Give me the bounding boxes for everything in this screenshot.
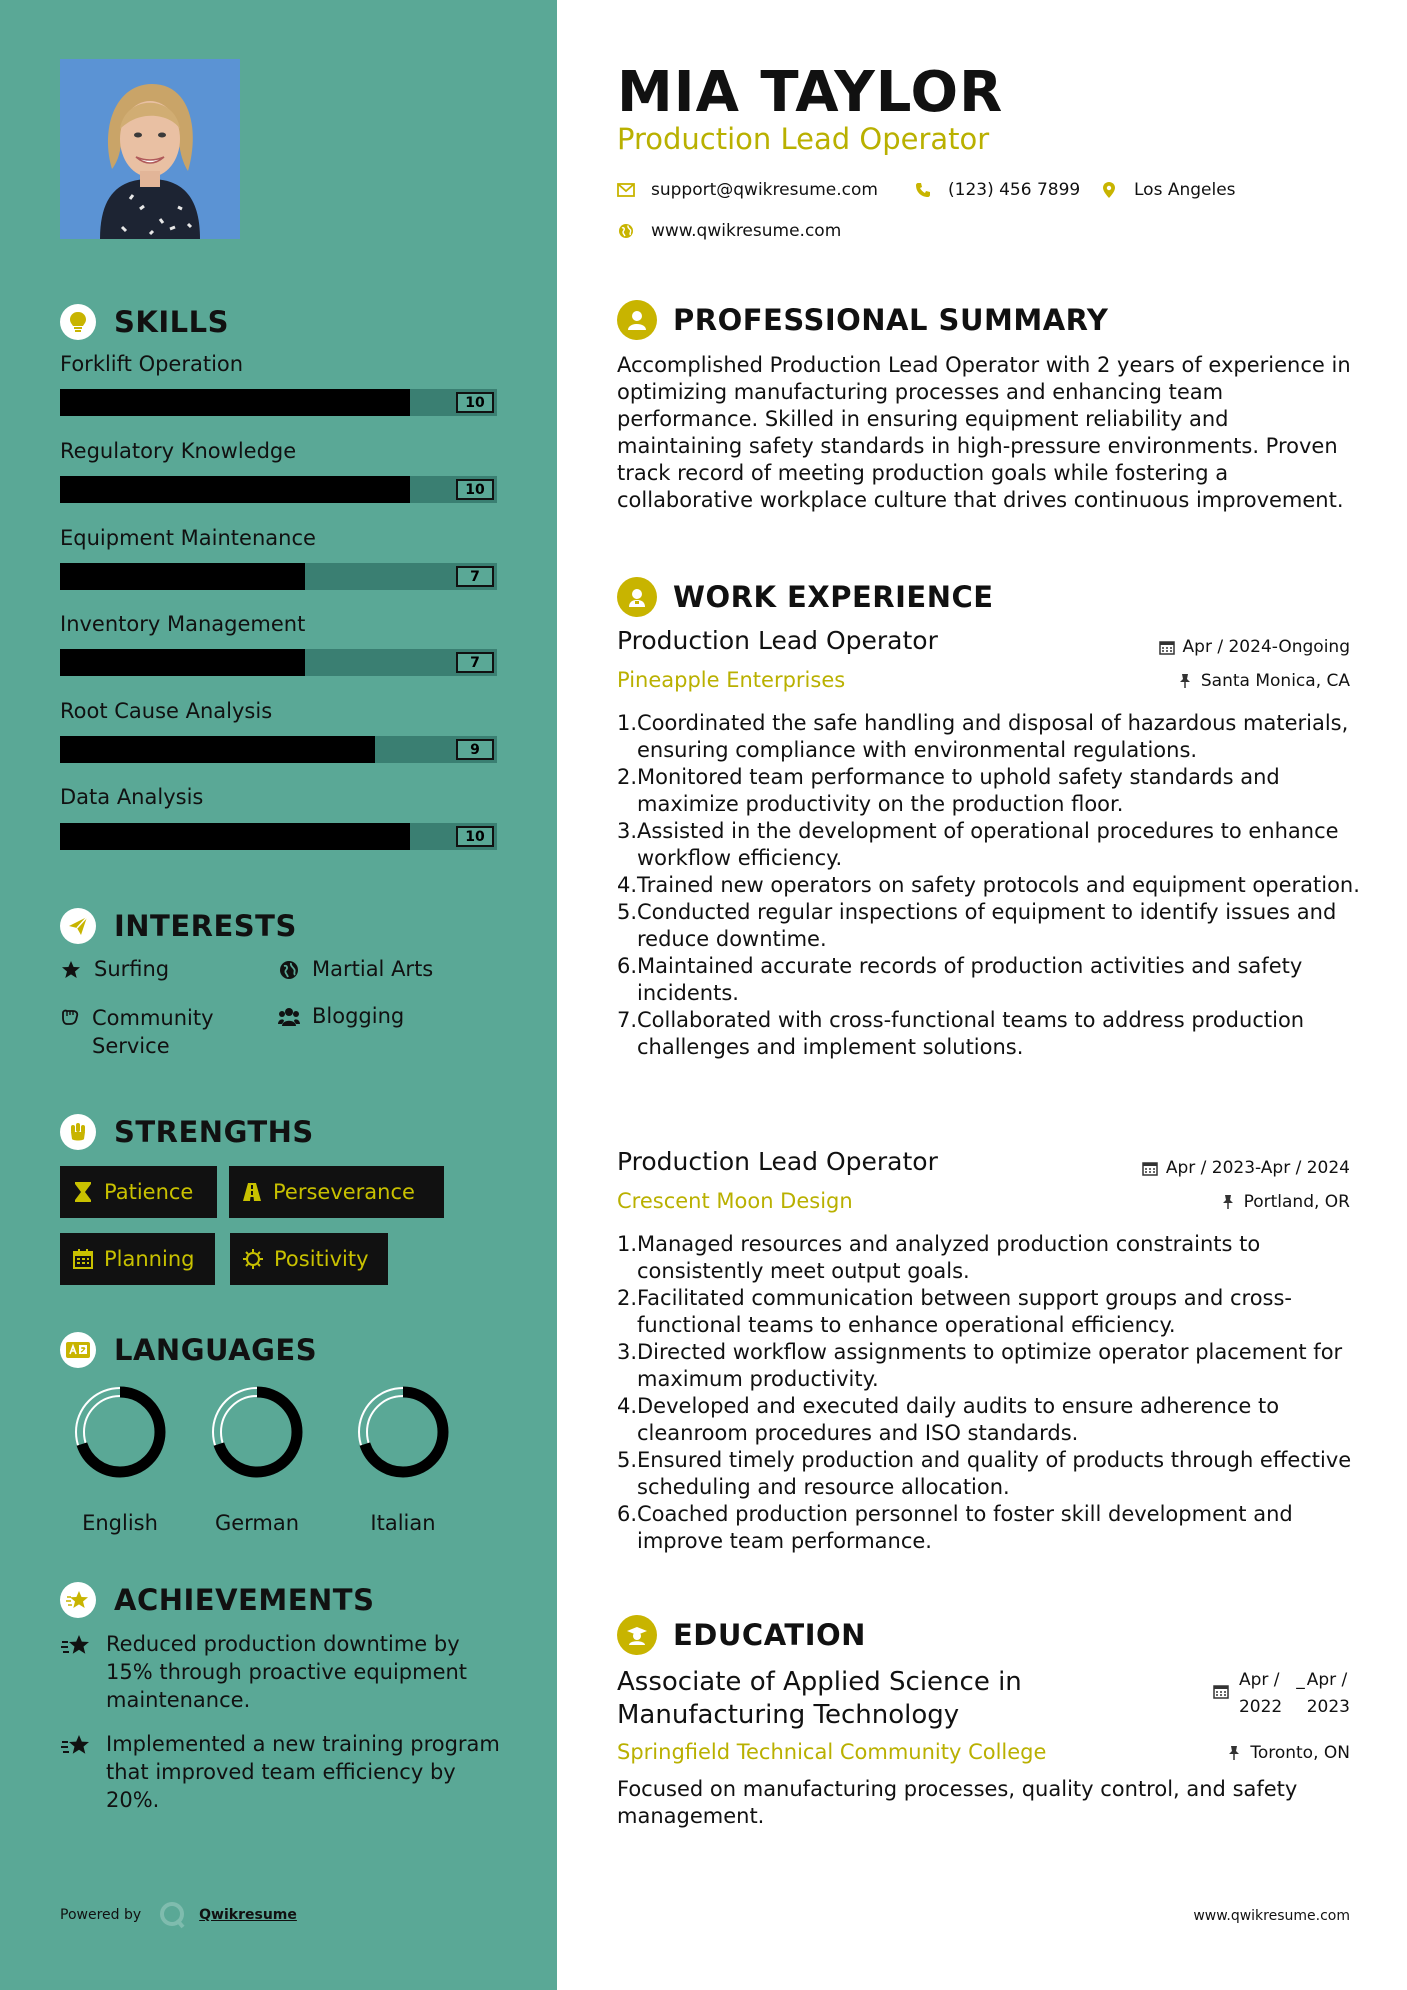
skills-heading <box>60 302 229 342</box>
strength-badge <box>229 1166 444 1218</box>
language-name: English <box>82 1511 158 1535</box>
strength-badge <box>60 1233 215 1285</box>
fist-icon <box>60 1114 96 1150</box>
duty-number: 7. <box>617 1008 638 1032</box>
skill-bar-fill <box>60 476 410 503</box>
duty-text: Trained new operators on safety protocols and equipment operation. <box>637 873 1360 897</box>
education-degree: Associate of Applied Science in Manufacturing Technology <box>617 1667 1022 1730</box>
location-text: Los Angeles <box>1134 180 1236 200</box>
globe-icon <box>617 222 635 240</box>
duty-text: Maintained accurate records of production activities and safety incidents. <box>637 954 1303 1005</box>
star-icon <box>60 959 82 981</box>
duty-item <box>617 818 1367 872</box>
powered-by <box>60 1900 297 1930</box>
skill-bar <box>60 476 497 503</box>
skill-bar <box>60 649 497 676</box>
skill-name: Equipment Maintenance <box>60 526 316 550</box>
skills-title: SKILLS <box>114 305 229 339</box>
language-name: German <box>214 1511 300 1535</box>
job-role: Production Lead Operator <box>617 1147 938 1176</box>
education-heading <box>617 1614 866 1656</box>
skill-level-badge: 10 <box>456 826 494 847</box>
skill-level-badge: 9 <box>456 739 494 760</box>
strength-label: Positivity <box>274 1247 369 1271</box>
achievement-item <box>60 1630 500 1714</box>
strength-label: Patience <box>104 1180 194 1204</box>
job-role: Production Lead Operator <box>617 626 938 655</box>
duty-item <box>617 872 1367 899</box>
phone-icon <box>914 181 932 199</box>
job-location-text: Portland, OR <box>1243 1192 1350 1212</box>
duty-number: 3. <box>617 819 638 843</box>
education-end-year: 2023 <box>1306 1697 1350 1717</box>
language-item <box>65 1385 175 1535</box>
education-start-month: Apr / <box>1238 1670 1280 1690</box>
duty-item <box>617 1007 1367 1061</box>
duty-number: 4. <box>617 1394 638 1418</box>
education-location-text: Toronto, ON <box>1250 1743 1350 1763</box>
duty-number: 2. <box>617 1286 638 1310</box>
contact-website[interactable] <box>617 221 841 241</box>
user-icon <box>617 300 657 340</box>
calendar-icon <box>1159 639 1175 655</box>
interest-label: Blogging <box>312 1004 405 1028</box>
road-icon <box>241 1181 263 1203</box>
skill-level-badge: 7 <box>456 566 494 587</box>
achievements-heading <box>60 1580 374 1620</box>
duty-text: Coached production personnel to foster skill development and improve team performance. <box>637 1502 1293 1553</box>
translate-icon <box>60 1332 96 1368</box>
strength-label: Perseverance <box>273 1180 415 1204</box>
duty-text: Assisted in the development of operational procedures to enhance workflow efficiency. <box>637 819 1339 870</box>
education-start <box>1239 1667 1282 1721</box>
summary-heading <box>617 299 1108 341</box>
duty-text: Facilitated communication between support groups and cross-functional teams to enhance operational efficiency. <box>637 1286 1293 1337</box>
contact-email[interactable] <box>617 180 878 200</box>
interest-item <box>278 1004 404 1028</box>
strength-badge <box>60 1166 217 1218</box>
job-location <box>1220 1192 1350 1212</box>
skill-bar-fill <box>60 649 305 676</box>
contact-location <box>1100 180 1236 200</box>
pushpin-icon <box>1226 1745 1242 1761</box>
duty-text: Developed and executed daily audits to ensure adherence to cleanroom procedures and ISO standards. <box>637 1394 1280 1445</box>
duty-text: Managed resources and analyzed production constraints to consistently meet output goals. <box>637 1232 1261 1283</box>
language-item <box>348 1385 458 1535</box>
email-text: support@qwikresume.com <box>651 180 878 200</box>
experience-heading <box>617 576 994 618</box>
footer-website[interactable]: www.qwikresume.com <box>1193 1908 1350 1924</box>
interest-item <box>278 957 433 981</box>
language-name: Italian <box>370 1511 436 1535</box>
education-college: Springfield Technical Community College <box>617 1740 1047 1764</box>
job-dates <box>1142 1158 1350 1178</box>
interest-item <box>60 957 169 981</box>
language-proficiency-ring <box>210 1385 304 1479</box>
languages-heading <box>60 1330 317 1370</box>
powered-by-label: Powered by <box>60 1907 142 1923</box>
skill-level-badge: 10 <box>456 479 494 500</box>
paper-plane-icon <box>60 908 96 944</box>
hourglass-icon <box>72 1181 94 1203</box>
skill-bar <box>60 736 497 763</box>
education-dates <box>1213 1667 1350 1721</box>
education-description: Focused on manufacturing processes, quality control, and safety management. <box>617 1777 1298 1828</box>
strengths-heading <box>60 1112 314 1152</box>
duty-item <box>617 1447 1367 1501</box>
duty-number: 2. <box>617 765 638 789</box>
skill-bar-fill <box>60 389 410 416</box>
education-title: EDUCATION <box>673 1618 866 1652</box>
job-company: Crescent Moon Design <box>617 1189 853 1213</box>
strengths-title: STRENGTHS <box>114 1115 314 1149</box>
hand-icon <box>60 1006 80 1028</box>
main-content <box>557 0 1407 1990</box>
duty-item <box>617 1393 1367 1447</box>
achievement-text: Reduced production downtime by 15% through proactive equipment maintenance. <box>106 1632 468 1712</box>
duty-item <box>617 953 1367 1007</box>
experience-title: WORK EXPERIENCE <box>673 580 994 614</box>
language-proficiency-ring <box>73 1385 167 1479</box>
globe-icon <box>278 959 300 981</box>
duty-item <box>617 1285 1367 1339</box>
language-proficiency-ring <box>356 1385 450 1479</box>
interest-item <box>60 1004 260 1060</box>
education-end <box>1307 1667 1350 1721</box>
briefcase-icon <box>617 577 657 617</box>
pushpin-icon <box>1220 1194 1236 1210</box>
duty-text: Conducted regular inspections of equipment to identify issues and reduce downtime. <box>637 900 1337 951</box>
qwikresume-link[interactable]: Qwikresume <box>199 1907 297 1923</box>
users-icon <box>278 1006 300 1028</box>
skill-name: Root Cause Analysis <box>60 699 273 723</box>
pushpin-icon <box>1177 673 1193 689</box>
skill-bar <box>60 563 497 590</box>
job-dates-text: Apr / 2024-Ongoing <box>1182 637 1350 657</box>
skill-level-badge: 10 <box>456 392 494 413</box>
skill-bar <box>60 389 497 416</box>
job-location-text: Santa Monica, CA <box>1200 671 1350 691</box>
candidate-title: Production Lead Operator <box>617 122 990 156</box>
envelope-icon <box>617 181 635 199</box>
duty-item <box>617 899 1367 953</box>
education-date-separator: _ <box>1296 1670 1305 1690</box>
skill-bar <box>60 823 497 850</box>
star-badge-icon <box>60 1582 96 1618</box>
skill-bar-fill <box>60 563 305 590</box>
job-dates <box>1159 637 1350 657</box>
job-dates-text: Apr / 2023-Apr / 2024 <box>1165 1158 1350 1178</box>
duty-item <box>617 710 1367 764</box>
map-pin-icon <box>1100 181 1118 199</box>
achievements-title: ACHIEVEMENTS <box>114 1583 375 1617</box>
sun-icon <box>242 1248 264 1270</box>
skill-bar-fill <box>60 823 410 850</box>
achievement-text: Implemented a new training program that improved team efficiency by 20%. <box>106 1732 500 1812</box>
duty-number: 6. <box>617 954 638 978</box>
skill-name: Regulatory Knowledge <box>60 439 297 463</box>
profile-photo <box>60 59 240 239</box>
job-duties-list <box>617 710 1367 1061</box>
education-end-month: Apr / <box>1306 1670 1348 1690</box>
graduation-icon <box>617 1615 657 1655</box>
sidebar <box>0 0 557 1990</box>
duty-text: Directed workflow assignments to optimize operator placement for maximum productivity. <box>637 1340 1343 1391</box>
duty-number: 5. <box>617 900 638 924</box>
summary-text: Accomplished Production Lead Operator with 2 years of experience in optimizing manufacturing processes and enhancing team performance. Skilled in ensuring equipment reliability and maintaining safety standards in high-pressure environments. Proven track record of meeting production goals while fostering a collaborative workplace culture that drives continuous improvement. <box>617 353 1351 512</box>
interests-heading <box>60 906 297 946</box>
language-item <box>202 1385 312 1535</box>
duty-text: Monitored team performance to uphold safety standards and maximize productivity on the production floor. <box>637 765 1280 816</box>
skill-level-badge: 7 <box>456 652 494 673</box>
duty-number: 4. <box>617 873 638 897</box>
star-icon <box>60 1732 92 1762</box>
calendar-icon <box>1142 1160 1158 1176</box>
duty-item <box>617 1339 1367 1393</box>
duty-number: 5. <box>617 1448 638 1472</box>
phone-text: (123) 456 7899 <box>948 180 1081 200</box>
education-start-year: 2022 <box>1238 1697 1283 1717</box>
job-duties-list <box>617 1231 1367 1555</box>
interest-label: Community Service <box>92 1006 214 1058</box>
duty-item <box>617 1231 1367 1285</box>
calendar-icon <box>1213 1683 1229 1699</box>
achievement-item <box>60 1730 500 1814</box>
lightbulb-icon <box>60 304 96 340</box>
job-location <box>1177 671 1350 691</box>
calendar-icon <box>72 1248 94 1270</box>
skill-bar-fill <box>60 736 375 763</box>
duty-text: Ensured timely production and quality of products through effective scheduling and resource allocation. <box>637 1448 1352 1499</box>
skill-name: Inventory Management <box>60 612 306 636</box>
skill-name: Forklift Operation <box>60 352 244 376</box>
duty-number: 3. <box>617 1340 638 1364</box>
candidate-name: MIA TAYLOR <box>617 60 1004 125</box>
languages-title: LANGUAGES <box>114 1333 318 1367</box>
duty-item <box>617 1501 1367 1555</box>
duty-number: 1. <box>617 1232 638 1256</box>
interest-label: Surfing <box>94 957 170 981</box>
summary-title: PROFESSIONAL SUMMARY <box>673 303 1109 337</box>
strength-badge <box>230 1233 388 1285</box>
qwikresume-logo-icon <box>157 1900 187 1930</box>
interests-title: INTERESTS <box>114 909 297 943</box>
star-icon <box>60 1632 92 1662</box>
duty-text: Collaborated with cross-functional teams to address production challenges and implement solutions. <box>637 1008 1305 1059</box>
duty-item <box>617 764 1367 818</box>
skill-name: Data Analysis <box>60 785 204 809</box>
education-location <box>1226 1743 1350 1763</box>
duty-number: 6. <box>617 1502 638 1526</box>
contact-phone[interactable] <box>914 180 1080 200</box>
interest-label: Martial Arts <box>312 957 434 981</box>
duty-number: 1. <box>617 711 638 735</box>
website-text: www.qwikresume.com <box>651 221 842 241</box>
job-company: Pineapple Enterprises <box>617 668 846 692</box>
duty-text: Coordinated the safe handling and disposal of hazardous materials, ensuring compliance with environmental regulations. <box>637 711 1349 762</box>
strength-label: Planning <box>104 1247 195 1271</box>
